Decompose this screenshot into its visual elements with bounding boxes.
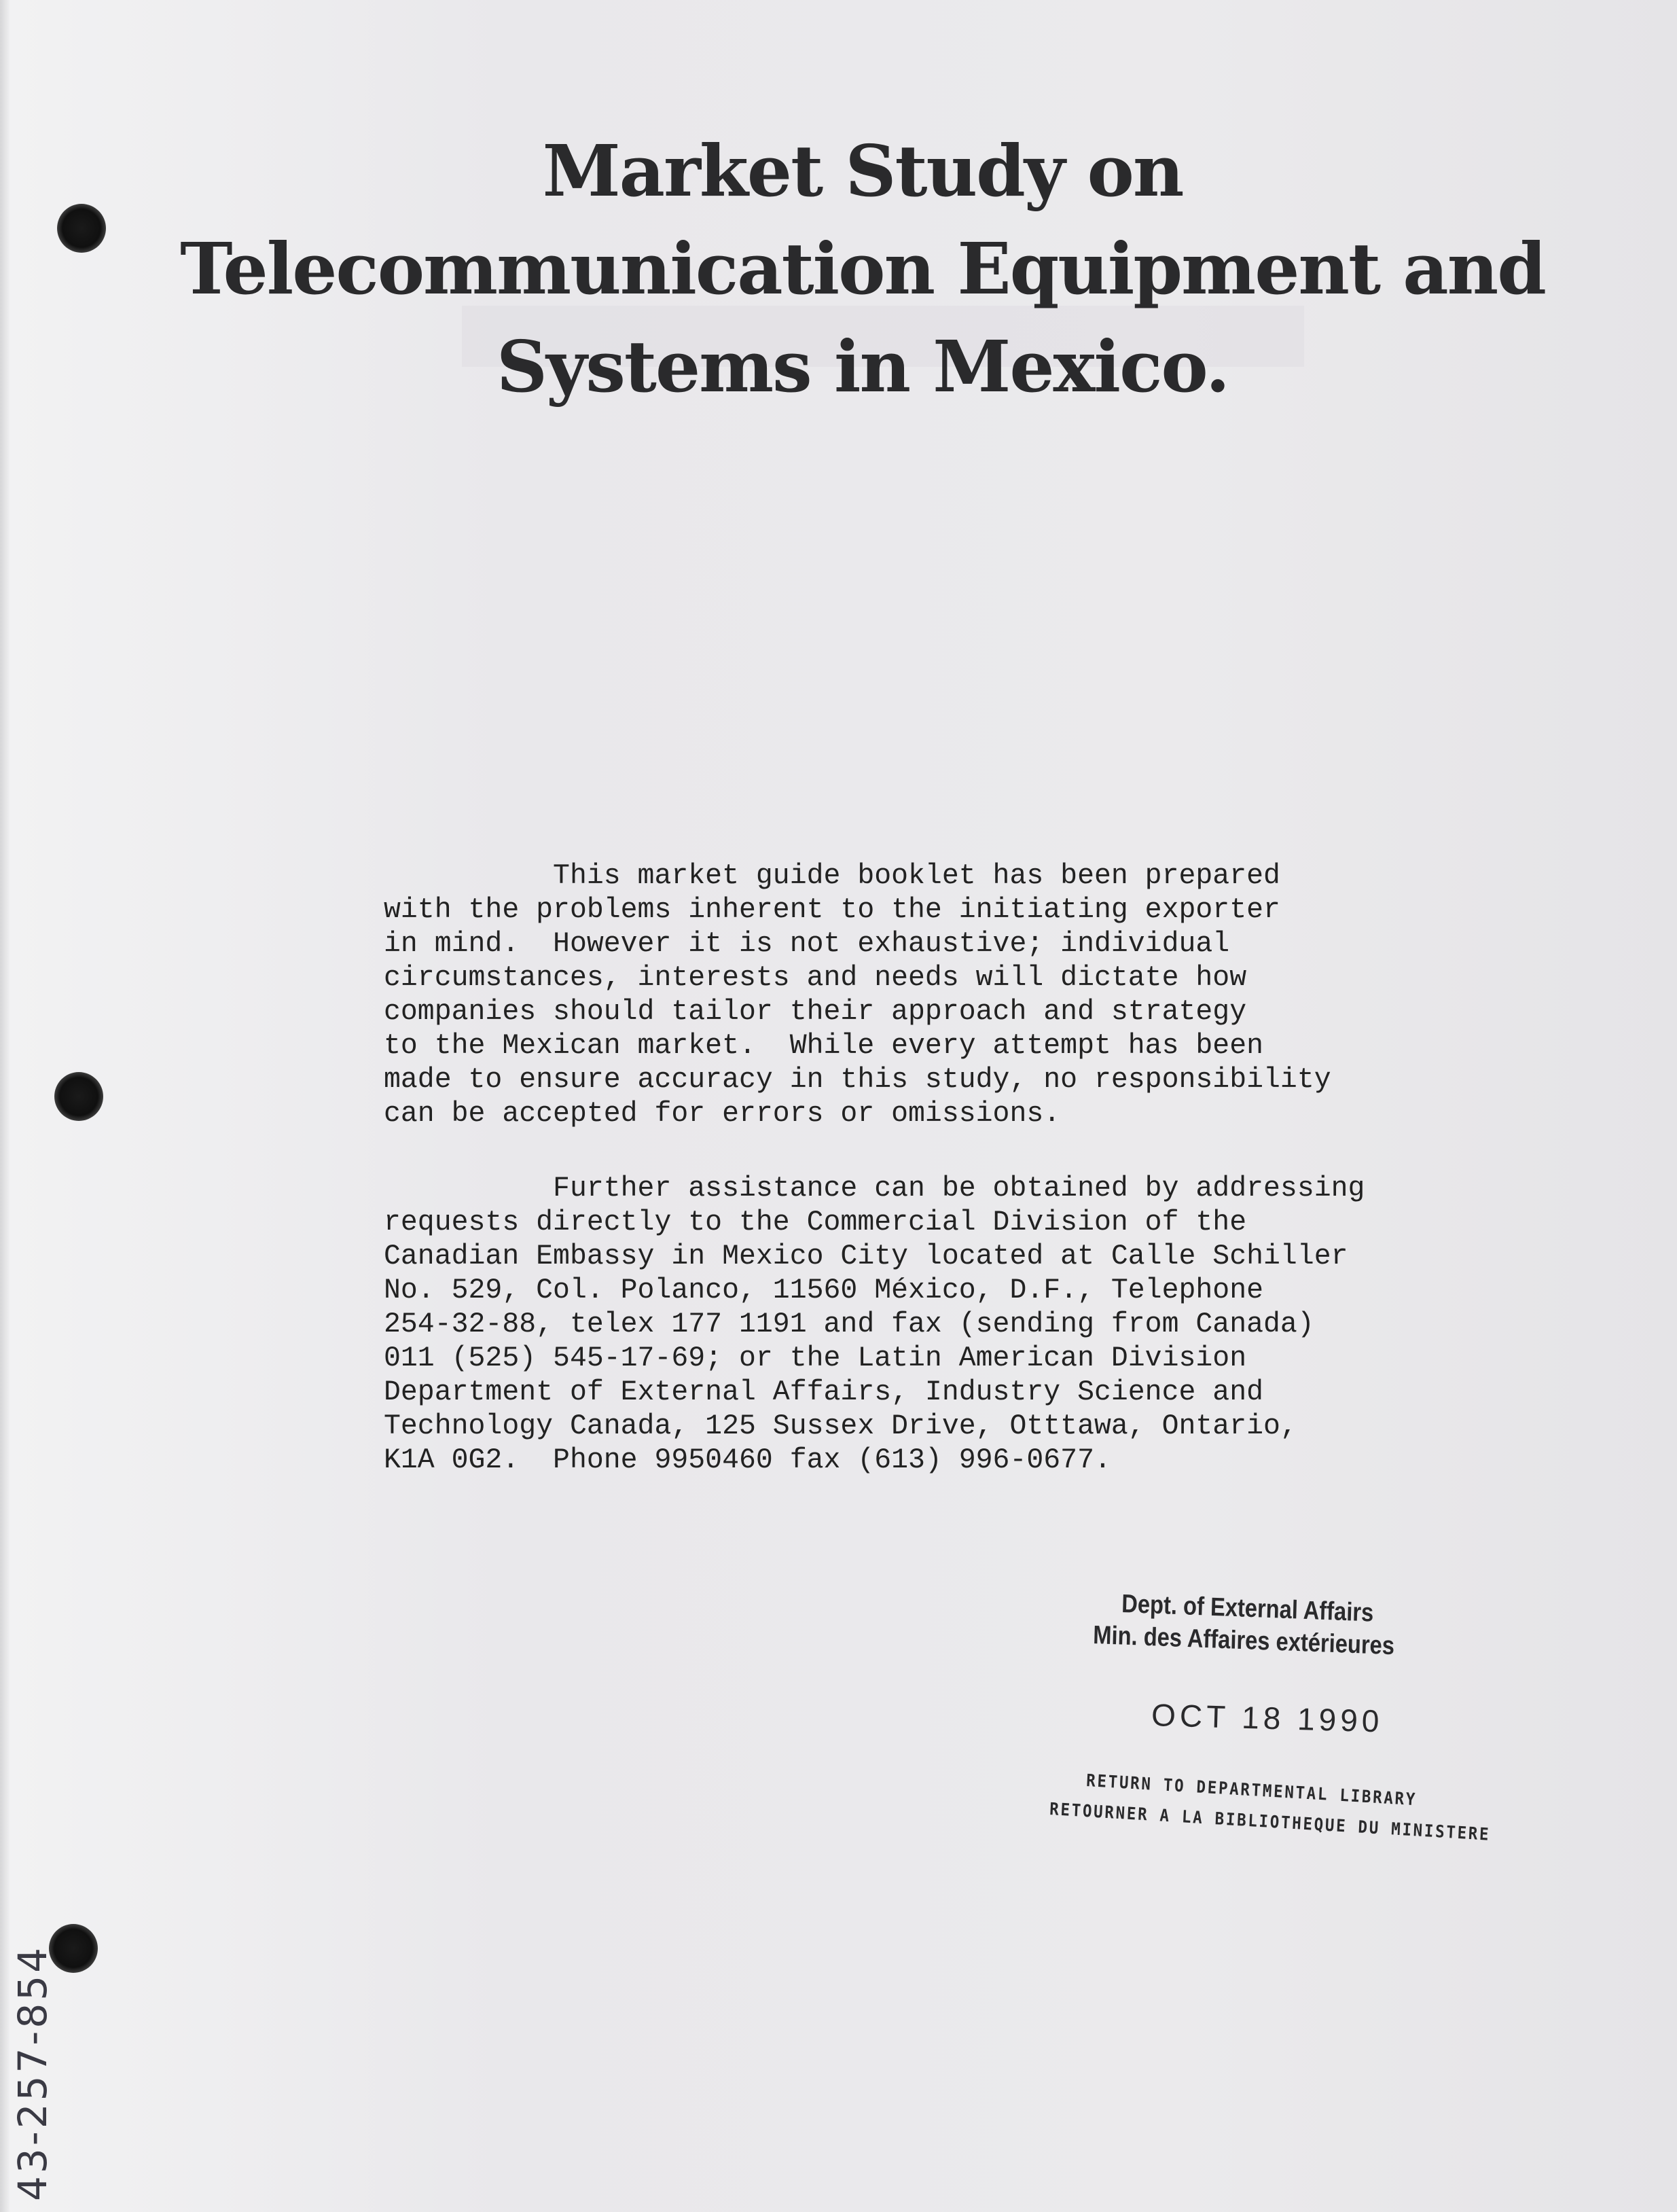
text-line: K1A 0G2. Phone 9950460 fax (613) 996-0677. <box>384 1444 1111 1476</box>
text-line: companies should tailor their approach and strategy <box>384 996 1247 1028</box>
contact-paragraph <box>384 1172 1382 1478</box>
document-title <box>136 122 1589 416</box>
paper-edge <box>0 0 10 2212</box>
text-line: 254-32-88, telex 177 1191 and fax (sending from Canada) <box>384 1308 1314 1340</box>
text-line: circumstances, interests and needs will dictate how <box>384 962 1247 994</box>
title-line: Telecommunication Equipment and <box>180 227 1545 310</box>
text-line: This market guide booklet has been prepared <box>384 860 1280 892</box>
text-line: to the Mexican market. While every attempt has been <box>384 1030 1264 1062</box>
text-line: in mind. However it is not exhaustive; individual <box>384 928 1230 960</box>
text-line: 011 (525) 545-17-69; or the Latin American Division <box>384 1342 1247 1374</box>
text-line: requests directly to the Commercial Division of the <box>384 1207 1247 1238</box>
title-line: Market Study on <box>542 129 1183 213</box>
punch-hole <box>54 1072 103 1121</box>
return-stamp-fr: RETOURNER A LA BIBLIOTHEQUE DU MINISTERE <box>1049 1799 1491 1844</box>
text-line: Department of External Affairs, Industry Science and <box>384 1376 1264 1408</box>
punch-hole <box>49 1924 98 1973</box>
title-line: Systems in Mexico. <box>496 325 1229 408</box>
date-stamp: OCT 18 1990 <box>1151 1696 1384 1739</box>
text-line: can be accepted for errors or omissions. <box>384 1098 1061 1130</box>
punch-hole <box>57 204 106 253</box>
text-line: Technology Canada, 125 Sussex Drive, Otttawa, Ontario, <box>384 1410 1297 1442</box>
intro-paragraph <box>384 859 1382 1131</box>
text-line: with the problems inherent to the initiating exporter <box>384 894 1280 926</box>
return-stamp-en: RETURN TO DEPARTMENTAL LIBRARY <box>1085 1770 1418 1810</box>
text-line: made to ensure accuracy in this study, no responsibility <box>384 1064 1331 1096</box>
text-line: Further assistance can be obtained by addressing <box>384 1173 1365 1205</box>
handwritten-catalog-number: 43-257-854 <box>10 1944 56 2201</box>
text-line: No. 529, Col. Polanco, 11560 México, D.F., Telephone <box>384 1274 1264 1306</box>
text-line: Canadian Embassy in Mexico City located at Calle Schiller <box>384 1241 1348 1272</box>
library-stamp-dept-fr: Min. des Affaires extérieures <box>1092 1620 1395 1661</box>
library-stamp-dept-en: Dept. of External Affairs <box>1121 1589 1374 1628</box>
